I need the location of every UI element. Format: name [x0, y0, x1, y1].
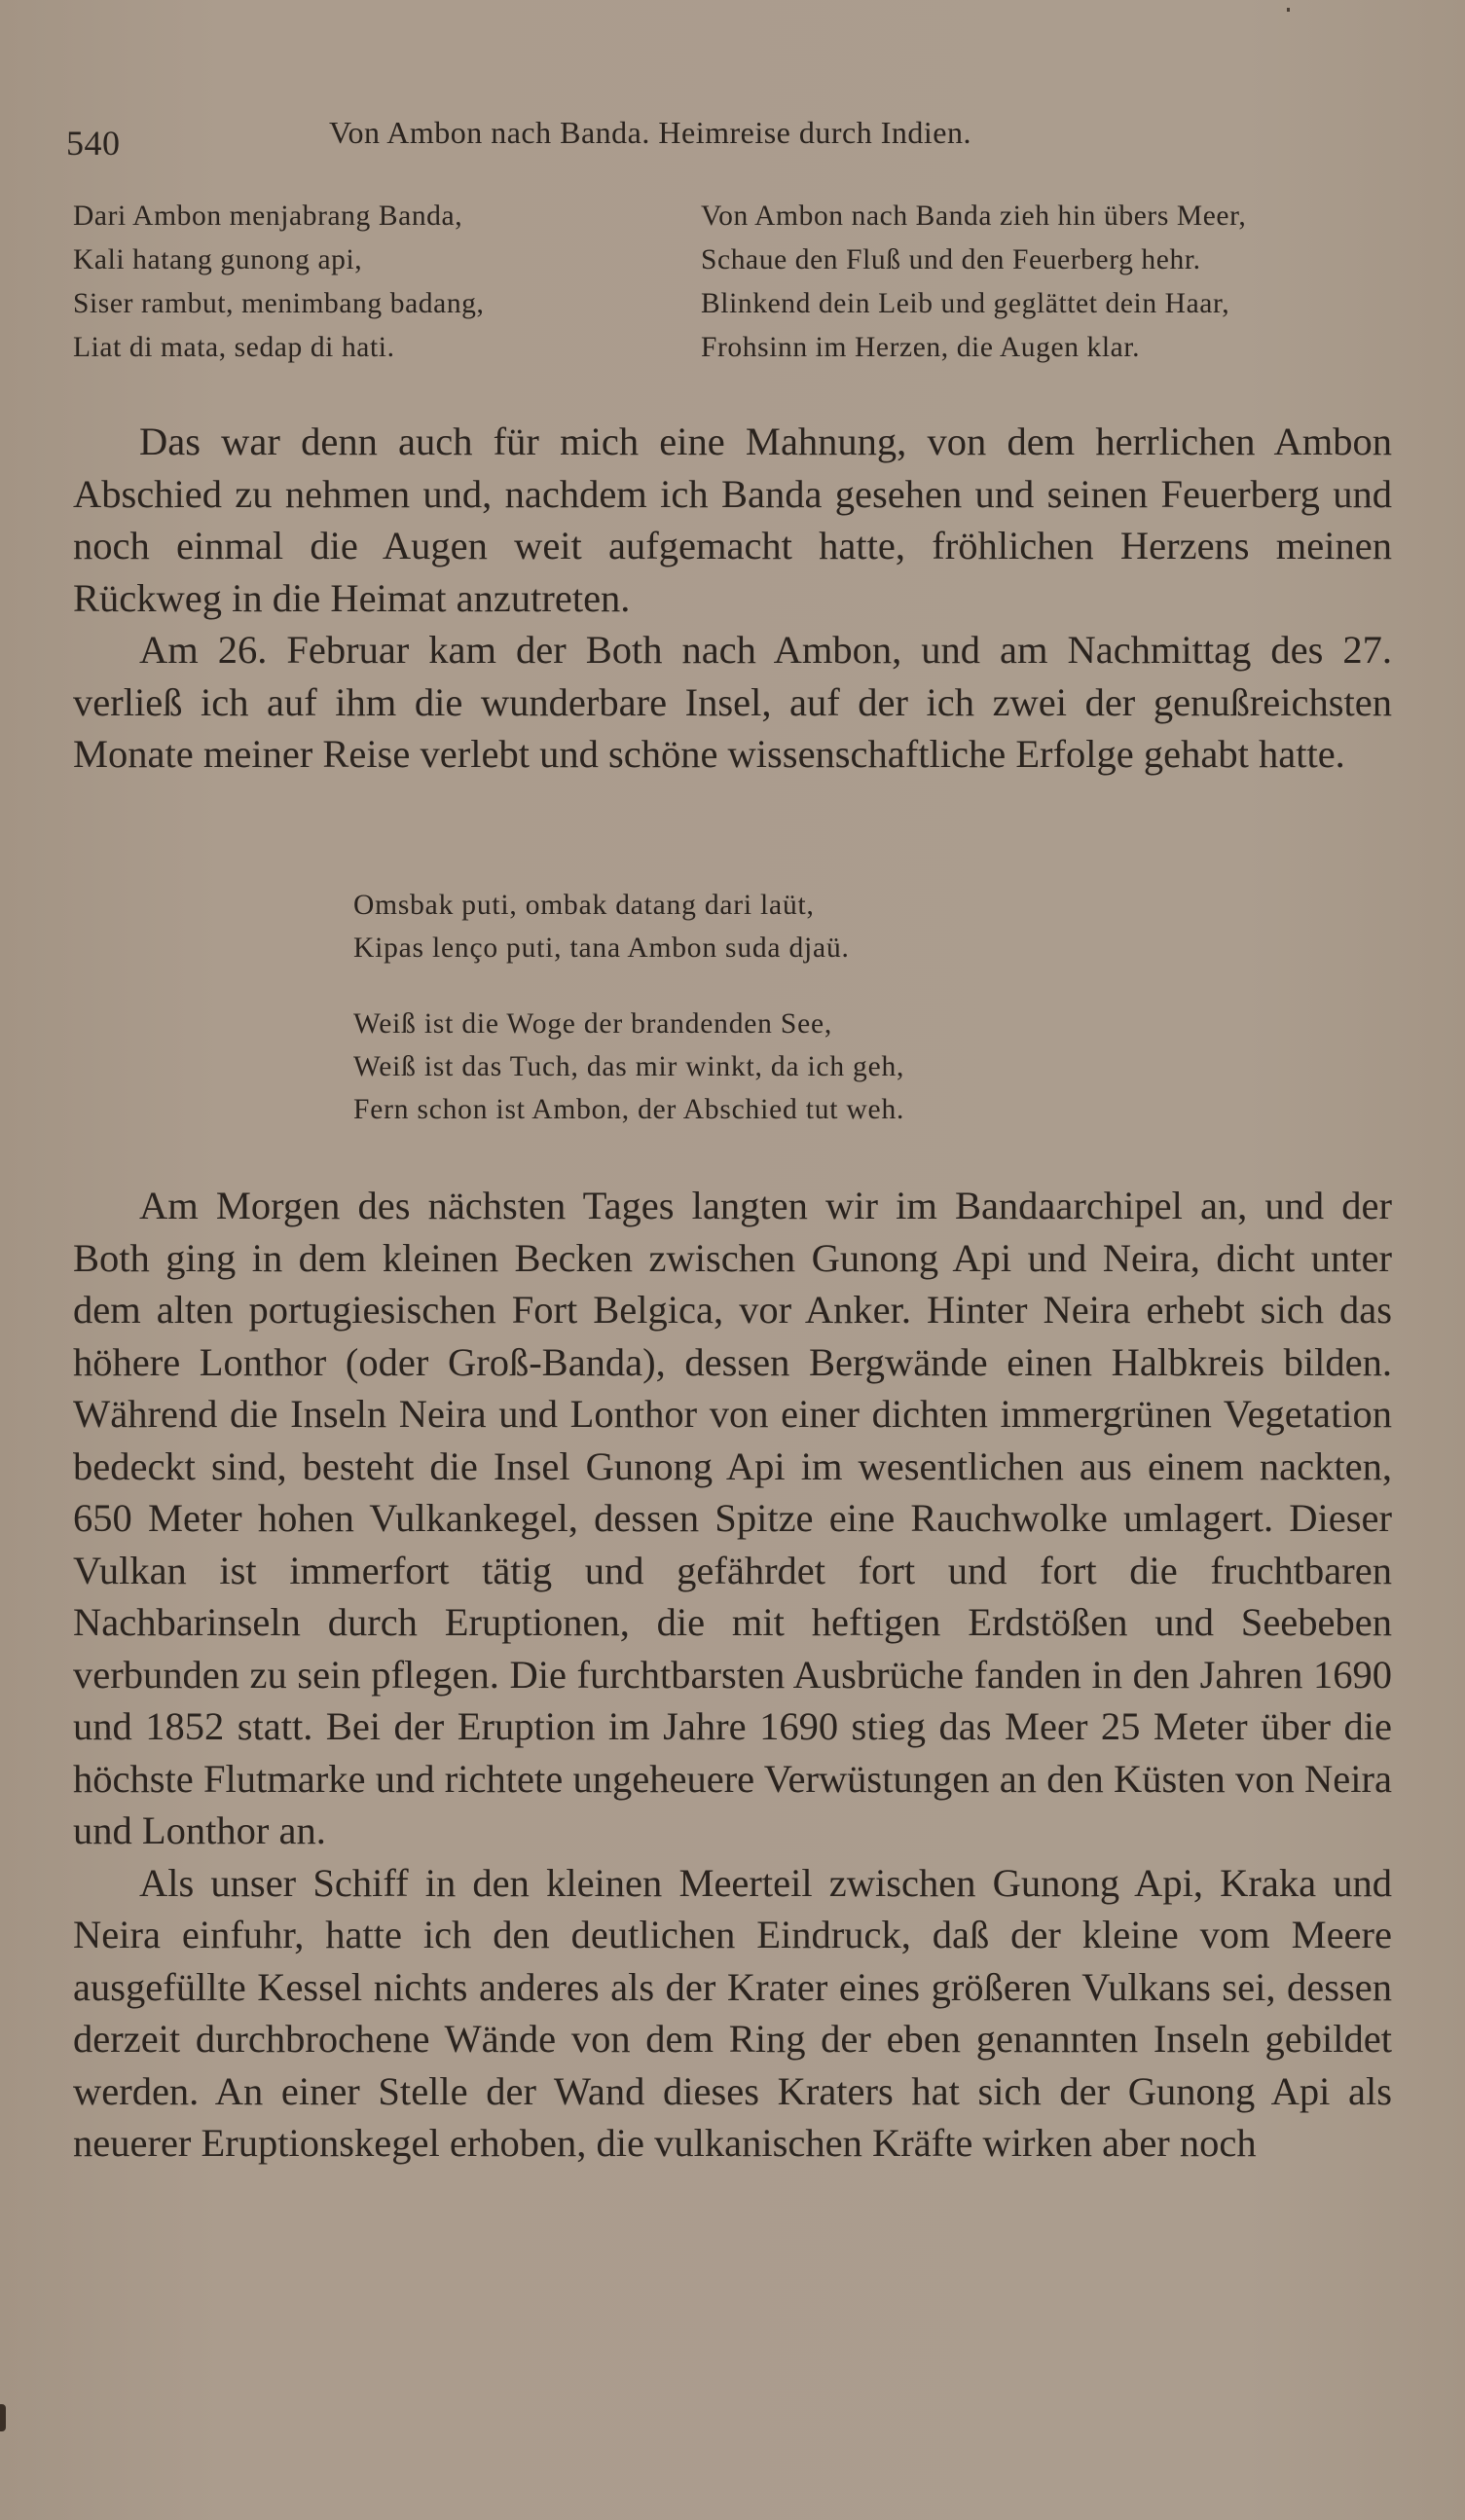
- verse-line: Weiß ist die Woge der brandenden See,: [353, 1008, 833, 1040]
- body-text-before-verse: [73, 416, 1392, 781]
- poem-line: Dari Ambon menjabrang Banda,: [73, 201, 463, 232]
- verse-malay: [353, 884, 850, 969]
- poem-line: Blinkend dein Leib und geglättet dein Haar,: [701, 288, 1230, 319]
- verse-line: Omsbak puti, ombak datang dari laüt,: [353, 890, 815, 921]
- paragraph: Am 26. Februar kam der Both nach Ambon, und am Nachmittag des 27. verließ ich auf ihm die wunderbare Insel, auf der ich zwei der genußreichsten Monate meiner Reise verlebt und schöne wissenschaftliche Erfolge gehabt hatte.: [73, 628, 1392, 776]
- scan-edge-mark: [0, 2404, 6, 2431]
- scan-speck: [1287, 8, 1290, 12]
- verse-line: Fern schon ist Ambon, der Abschied tut weh.: [353, 1094, 905, 1125]
- running-title: Von Ambon nach Banda. Heimreise durch Indien.: [329, 115, 971, 150]
- poem-line: Liat di mata, sedap di hati.: [73, 332, 395, 363]
- poem-line: Frohsinn im Herzen, die Augen klar.: [701, 332, 1141, 363]
- poem-line: Schaue den Fluß und den Feuerberg hehr.: [701, 244, 1201, 275]
- verse-german: [353, 1003, 904, 1131]
- verse-line: Weiß ist das Tuch, das mir winkt, da ich geh,: [353, 1051, 905, 1082]
- paragraph: Am Morgen des nächsten Tages langten wir im Bandaarchipel an, und der Both ging in dem kleinen Becken zwischen Gunong Api und Neira, dicht unter dem alten portugiesischen Fort Belgica, vor Anker. Hinter Neira erhebt sich das höhere Lonthor (oder Groß-Banda), dessen Bergwände einen Halbkreis bilden. Während die Inseln Neira und Lonthor von einer dichten immergrünen Vegetation bedeckt sind, besteht die Insel Gunong Api im wesentlichen aus einem nackten, 650 Meter hohen Vulkankegel, dessen Spitze eine Rauchwolke umlagert. Dieser Vulkan ist immerfort tätig und gefährdet fort und fort die fruchtbaren Nachbarinseln durch Eruptionen, die mit heftigen Erdstößen und Seebeben verbunden zu sein pflegen. Die furchtbarsten Ausbrüche fanden in den Jahren 1690 und 1852 statt. Bei der Eruption im Jahre 1690 stieg das Meer 25 Meter über die höchste Flutmarke und richtete ungeheuere Verwüstungen an den Küsten von Neira und Lonthor an.: [73, 1184, 1392, 1852]
- poem-malay-column: [73, 195, 485, 370]
- poem-line: Kali hatang gunong api,: [73, 244, 363, 275]
- paragraph: Als unser Schiff in den kleinen Meerteil zwischen Gunong Api, Kraka und Neira einfuhr, hatte ich den deutlichen Eindruck, daß der kleine vom Meere ausgefüllte Kessel nichts anderes als der Krater eines größeren Vulkans sei, dessen derzeit durchbrochene Wände von dem Ring der eben genannten Inseln gebildet werden. An einer Stelle der Wand dieses Kraters hat sich der Gunong Api als neuerer Eruptionskegel erhoben, die vulkanischen Kräfte wirken aber noch: [73, 1860, 1392, 2165]
- body-text-after-verse: [73, 1180, 1392, 2170]
- paragraph: Das war denn auch für mich eine Mahnung, von dem herrlichen Ambon Abschied zu nehmen und, nachdem ich Banda gesehen und seinen Feuerberg und noch einmal die Augen weit aufgemacht hatte, fröhlichen Herzens meinen Rückweg in die Heimat anzutreten.: [73, 420, 1392, 620]
- verse-line: Kipas lenço puti, tana Ambon suda djaü.: [353, 932, 850, 964]
- page-header: [66, 115, 1410, 164]
- poem-german-column: [701, 195, 1246, 370]
- page-number: 540: [66, 124, 121, 163]
- poem-line: Von Ambon nach Banda zieh hin übers Meer,: [701, 201, 1247, 232]
- poem-line: Siser rambut, menimbang badang,: [73, 288, 485, 319]
